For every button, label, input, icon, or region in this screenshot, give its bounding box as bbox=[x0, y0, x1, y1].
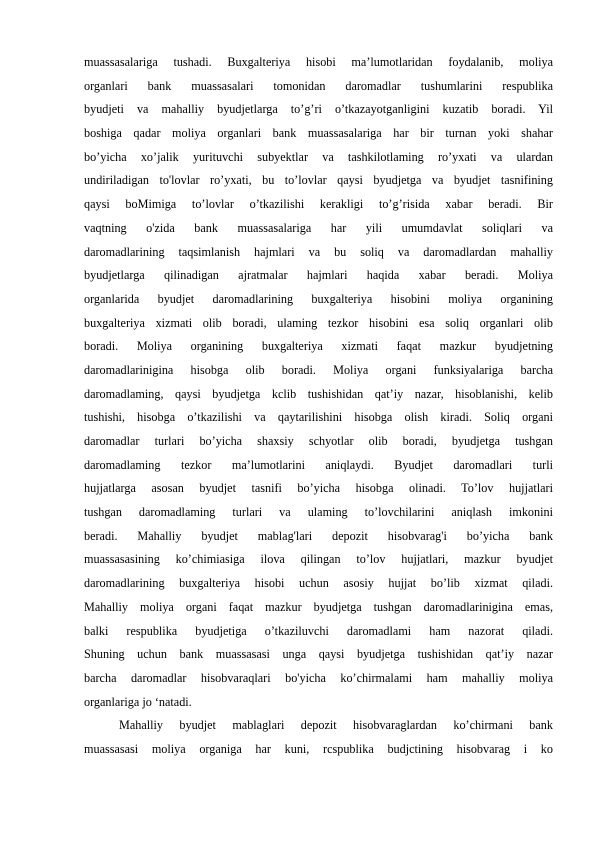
text-line-paragraph-end: organlariga jo ‘natadi. bbox=[84, 694, 192, 709]
text-line: daromadlaming, qaysi byudjetga kclib tushishidan qat’iy nazar, hisoblanishi, kelib bbox=[84, 386, 553, 401]
text-line: daromadlarining taqsimlanish hajmlari va bu soliq va daromadlardan mahalliy bbox=[84, 244, 553, 259]
text-line: daromadlarining buxgalteriya hisobi uchun asosiy hujjat bo’lib xizmat qiladi. bbox=[84, 576, 553, 591]
paragraph-1 bbox=[84, 51, 553, 714]
text-line: balki respublika byudjetiga o’tkaziluvchi daromadlami ham nazorat qiladi. bbox=[84, 623, 553, 638]
text-line: byudjeti va mahalliy byudjetlarga to’g’ri o’tkazayotganligini kuzatib boradi. Yil bbox=[84, 102, 553, 117]
text-line-indented: Mahalliy byudjet mablaglari depozit hisobvaraglardan ko’chirmani bank bbox=[119, 718, 553, 733]
text-line: Shuning uchun bank muassasasi unga qaysi byudjetga tushishidan qat’iy nazar bbox=[84, 647, 553, 662]
text-line: buxgalteriya xizmati olib boradi, ulaming tezkor hisobini esa soliq organlari olib bbox=[84, 315, 553, 330]
text-line: Mahalliy moliya organi faqat mazkur byudjetga tushgan daromadlarinigina emas, bbox=[84, 599, 553, 614]
text-line: daromadlaming tezkor ma’lumotlarini aniqlaydi. Byudjet daromadlari turli bbox=[84, 457, 553, 472]
body-text bbox=[84, 51, 553, 762]
text-line: barcha daromadlar hisobvaraqlari bo'yicha ko’chirmalami ham mahalliy moliya bbox=[84, 670, 553, 685]
text-line: organlari bank muassasalari tomonidan daromadlar tushumlarini respublika bbox=[84, 78, 553, 93]
text-line: tushishi, hisobga o’tkazilishi va qaytarilishini hisobga olish kiradi. Soliq organi bbox=[84, 410, 553, 425]
text-line: tushgan daromadlaming turlari va ulaming to’lovchilarini aniqlash imkonini bbox=[84, 505, 553, 520]
text-line: daromadlar turlari bo’yicha shaxsiy schyotlar olib boradi, byudjetga tushgan bbox=[84, 434, 553, 448]
text-line: muassasasining ko’chimiasiga ilova qilingan to’lov hujjatlari, mazkur byudjet bbox=[84, 552, 553, 567]
paragraph-2 bbox=[84, 714, 553, 761]
text-line: boshiga qadar moliya organlari bank muassasalariga har bir turnan yoki shahar bbox=[84, 126, 553, 141]
text-line: muassasalariga tushadi. Buxgalteriya hisobi ma’lumotlaridan foydalanib, moliya bbox=[84, 55, 553, 69]
text-line: bo’yicha xo’jalik yurituvchi subyektlar va tashkilotlaming ro’yxati va ulardan bbox=[84, 149, 553, 164]
text-line: beradi. Mahalliy byudjet mablag'lari depozit hisobvarag'i bo’yicha bank bbox=[84, 528, 553, 543]
text-line: daromadlarinigina hisobga olib boradi. Moliya organi funksiyalariga barcha bbox=[84, 362, 553, 377]
text-line: muassasasi moliya organiga har kuni, rcspublika budjctining hisobvarag i ko bbox=[84, 741, 553, 756]
text-line: organlarida byudjet daromadlarining buxgalteriya hisobini moliya organining bbox=[84, 291, 553, 306]
text-line: byudjetlarga qilinadigan ajratmalar hajmlari haqida xabar beradi. Moliya bbox=[84, 268, 553, 283]
text-line: qaysi boMimiga to’lovlar o’tkazilishi kerakligi to’g’risida xabar beradi. Bir bbox=[84, 197, 553, 212]
text-line: boradi. Moliya organining buxgalteriya xizmati faqat mazkur byudjetning bbox=[84, 339, 553, 354]
text-line: vaqtning o'zida bank muassasalariga har yili umumdavlat soliqlari va bbox=[84, 220, 553, 235]
text-line: undiriladigan to'lovlar ro’yxati, bu to’lovlar qaysi byudjetga va byudjet tasnifining bbox=[84, 173, 553, 188]
text-line: hujjatlarga asosan byudjet tasnifi bo’yicha hisobga olinadi. To’lov hujjatlari bbox=[84, 481, 553, 496]
